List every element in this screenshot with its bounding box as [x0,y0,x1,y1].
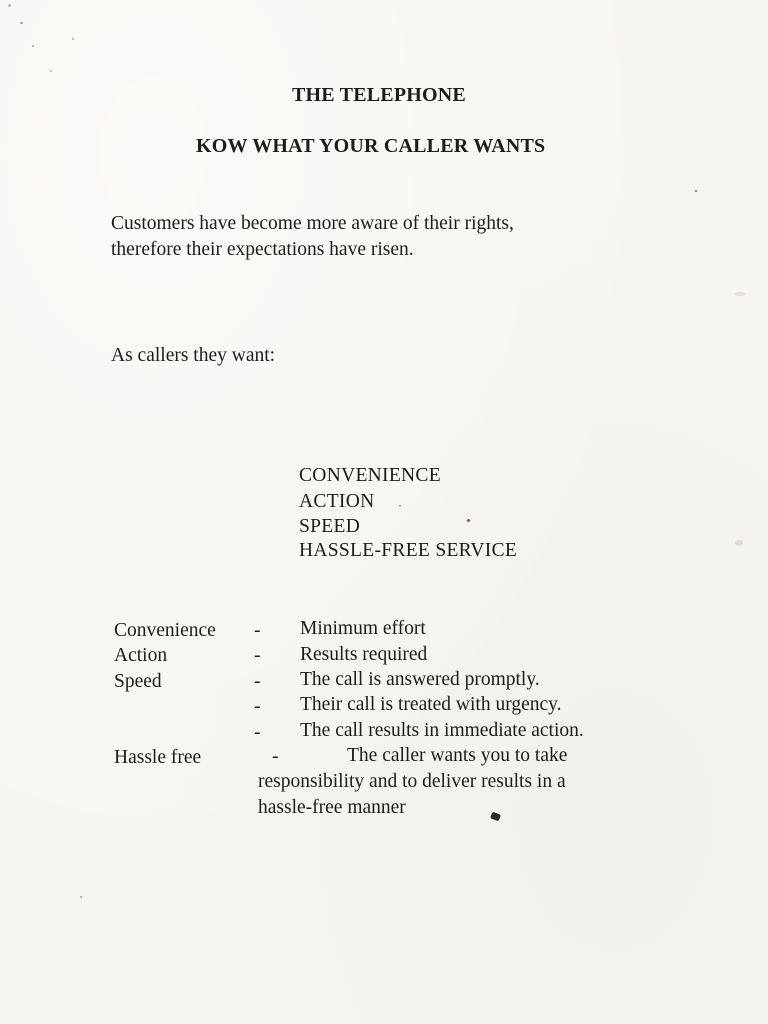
scan-speck [8,4,11,7]
scan-speck [80,896,82,898]
definition-term: Action [114,645,168,666]
scan-speck [735,540,743,546]
scan-speck [32,45,34,47]
scan-speck [50,70,52,72]
want-item-speed: SPEED [299,516,361,537]
definition-text: The call is answered promptly. [300,669,540,690]
document-title: THE TELEPHONE [292,84,466,106]
hassle-free-line-1: The caller wants you to take [347,745,568,766]
scan-speck [72,38,74,40]
document-subtitle: KOW WHAT YOUR CALLER WANTS [196,135,546,157]
hassle-free-line-2: responsibility and to deliver results in a [258,771,566,792]
definition-term: Speed [114,671,162,692]
intro-line-1: Customers have become more aware of their rights, [111,213,514,234]
want-item-action: ACTION [299,491,375,512]
intro-line-2: therefore their expectations have risen. [111,239,414,260]
definition-text: Results required [300,644,428,665]
scan-speck [695,190,697,192]
scan-speck [490,812,501,822]
want-item-convenience: CONVENIENCE [299,465,441,486]
definition-dash: - [254,696,261,717]
definition-dash: - [254,722,261,743]
callers-want-heading: As callers they want: [111,345,276,366]
definition-text: The call results in immediate action. [300,720,584,741]
definition-dash: - [254,620,261,641]
hassle-free-dash: - [272,746,279,767]
hassle-free-term: Hassle free [114,747,202,768]
definition-text: Minimum effort [300,618,426,639]
hassle-free-line-3: hassle-free manner [258,797,406,818]
want-item-hassle-free: HASSLE-FREE SERVICE [299,540,518,561]
definition-dash: - [254,671,261,692]
scan-speck [735,292,745,296]
definition-text: Their call is treated with urgency. [300,694,562,715]
definition-term: Convenience [114,620,216,641]
scan-speck [399,505,401,507]
definition-dash: - [254,645,261,666]
scan-speck [467,519,470,522]
scan-speck [20,22,23,24]
